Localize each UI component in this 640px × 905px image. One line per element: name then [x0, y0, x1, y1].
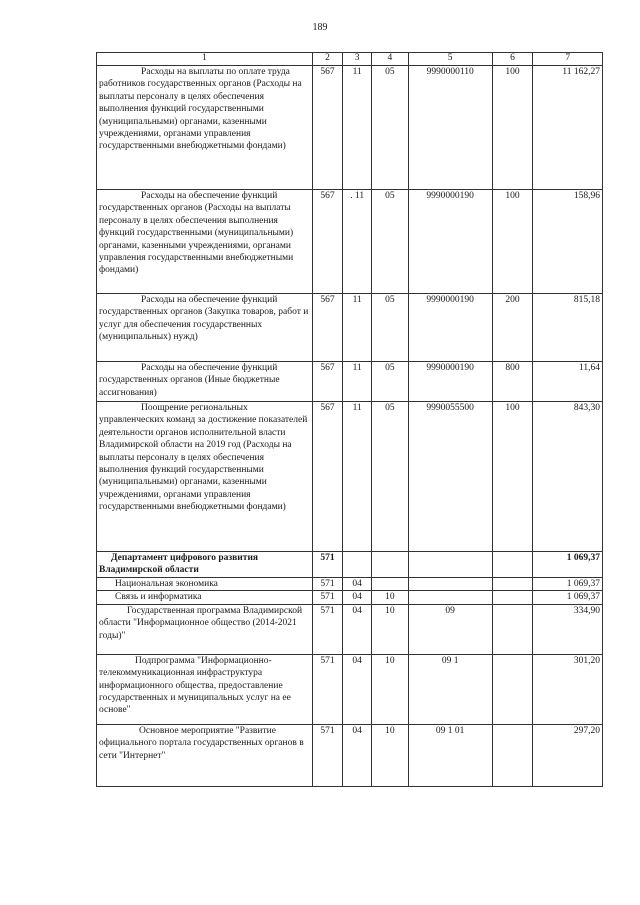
table-row	[97, 578, 603, 591]
row-code: 567	[312, 362, 343, 402]
table-row	[97, 294, 603, 362]
row-section: 04	[343, 591, 372, 604]
row-sum: 1 069,37	[533, 552, 603, 578]
row-section: 04	[343, 578, 372, 591]
header-col-3: 3	[343, 53, 372, 66]
row-sum: 1 069,37	[533, 578, 603, 591]
row-section: . 11	[343, 190, 372, 294]
row-code: 571	[312, 591, 343, 604]
table-row	[97, 362, 603, 402]
row-code: 567	[312, 66, 343, 190]
row-section: 04	[343, 654, 372, 724]
table-row	[97, 724, 603, 786]
row-name: Поощрение региональных управленческих команд за достижение показателей деятельности органов исполнительной власти Владимирской области на 2019 год (Расходы на выплаты персоналу в целях обеспечения выполнения функций государственными (муниципальными) органами, казенными учреждениями, органами управления государственными внебюджетными фондами)	[97, 402, 313, 552]
table-row	[97, 654, 603, 724]
row-kind	[492, 552, 533, 578]
row-code: 571	[312, 578, 343, 591]
row-kind: 100	[492, 402, 533, 552]
table-row	[97, 190, 603, 294]
row-name: Расходы на обеспечение функций государственных органов (Закупка товаров, работ и услуг для обеспечения государственных (муниципальных) нужд)	[97, 294, 313, 362]
row-code: 571	[312, 724, 343, 786]
row-subsection: 05	[371, 66, 408, 190]
row-name: Расходы на выплаты по оплате труда работников государственных органов (Расходы на выплаты персоналу в целях обеспечения выполнения функций государственными (муниципальными) органами, казенными учреждениями, органами управления государственными внебюджетными фондами)	[97, 66, 313, 190]
row-kind	[492, 724, 533, 786]
table-row	[97, 402, 603, 552]
row-kind	[492, 654, 533, 724]
row-section	[343, 552, 372, 578]
row-code: 567	[312, 402, 343, 552]
row-section: 11	[343, 362, 372, 402]
row-subsection: 10	[371, 604, 408, 654]
row-sum: 11,64	[533, 362, 603, 402]
row-sum: 297,20	[533, 724, 603, 786]
row-section: 04	[343, 724, 372, 786]
header-col-4: 4	[371, 53, 408, 66]
budget-table	[96, 52, 603, 787]
row-name: Подпрограмма "Информационно-телекоммуникационная инфраструктура информационного общества, предоставление государственных и муниципальных услуг на ее основе"	[97, 654, 313, 724]
header-row	[97, 53, 603, 66]
row-kind: 100	[492, 66, 533, 190]
table-row	[97, 604, 603, 654]
row-target: 9990000110	[408, 66, 492, 190]
row-kind	[492, 578, 533, 591]
row-name: Департамент цифрового развития Владимирской области	[97, 552, 313, 578]
header-col-5: 5	[408, 53, 492, 66]
row-name: Национальная экономика	[97, 578, 313, 591]
row-target: 09	[408, 604, 492, 654]
row-target: 9990000190	[408, 294, 492, 362]
row-sum: 1 069,37	[533, 591, 603, 604]
row-section: 04	[343, 604, 372, 654]
row-subsection: 05	[371, 190, 408, 294]
row-kind: 800	[492, 362, 533, 402]
row-sum: 815,18	[533, 294, 603, 362]
table-row	[97, 552, 603, 578]
row-sum: 301,20	[533, 654, 603, 724]
row-sum: 158,96	[533, 190, 603, 294]
row-subsection	[371, 578, 408, 591]
row-code: 571	[312, 552, 343, 578]
row-section: 11	[343, 402, 372, 552]
header-col-1: 1	[97, 53, 313, 66]
row-name: Расходы на обеспечение функций государственных органов (Иные бюджетные ассигнования)	[97, 362, 313, 402]
row-target: 09 1	[408, 654, 492, 724]
header-col-6: 6	[492, 53, 533, 66]
row-name: Государственная программа Владимирской области "Информационное общество (2014-2021 годы)"	[97, 604, 313, 654]
row-kind	[492, 604, 533, 654]
row-code: 571	[312, 654, 343, 724]
page-number: 189	[312, 22, 328, 33]
row-section: 11	[343, 294, 372, 362]
row-subsection: 10	[371, 724, 408, 786]
row-target	[408, 591, 492, 604]
row-kind: 100	[492, 190, 533, 294]
row-target: 9990055500	[408, 402, 492, 552]
row-sum: 843,30	[533, 402, 603, 552]
row-name: Связь и информатика	[97, 591, 313, 604]
table-row	[97, 66, 603, 190]
row-subsection: 10	[371, 654, 408, 724]
row-kind	[492, 591, 533, 604]
row-subsection	[371, 552, 408, 578]
row-target: 09 1 01	[408, 724, 492, 786]
row-sum: 334,90	[533, 604, 603, 654]
row-sum: 11 162,27	[533, 66, 603, 190]
row-target	[408, 552, 492, 578]
header-col-2: 2	[312, 53, 343, 66]
row-kind: 200	[492, 294, 533, 362]
table-row	[97, 591, 603, 604]
row-subsection: 10	[371, 591, 408, 604]
header-col-7: 7	[533, 53, 603, 66]
row-name: Расходы на обеспечение функций государственных органов (Расходы на выплаты персоналу в целях обеспечения выполнения функций государственными (муниципальными) органами, казенными учреждениями, органами управления государственными внебюджетными фондами)	[97, 190, 313, 294]
row-code: 567	[312, 190, 343, 294]
row-subsection: 05	[371, 294, 408, 362]
row-section: 11	[343, 66, 372, 190]
row-target	[408, 578, 492, 591]
row-target: 9990000190	[408, 190, 492, 294]
row-subsection: 05	[371, 402, 408, 552]
row-code: 571	[312, 604, 343, 654]
row-name: Основное мероприятие "Развитие официального портала государственных органов в сети "Интернет"	[97, 724, 313, 786]
row-target: 9990000190	[408, 362, 492, 402]
row-subsection: 05	[371, 362, 408, 402]
row-code: 567	[312, 294, 343, 362]
